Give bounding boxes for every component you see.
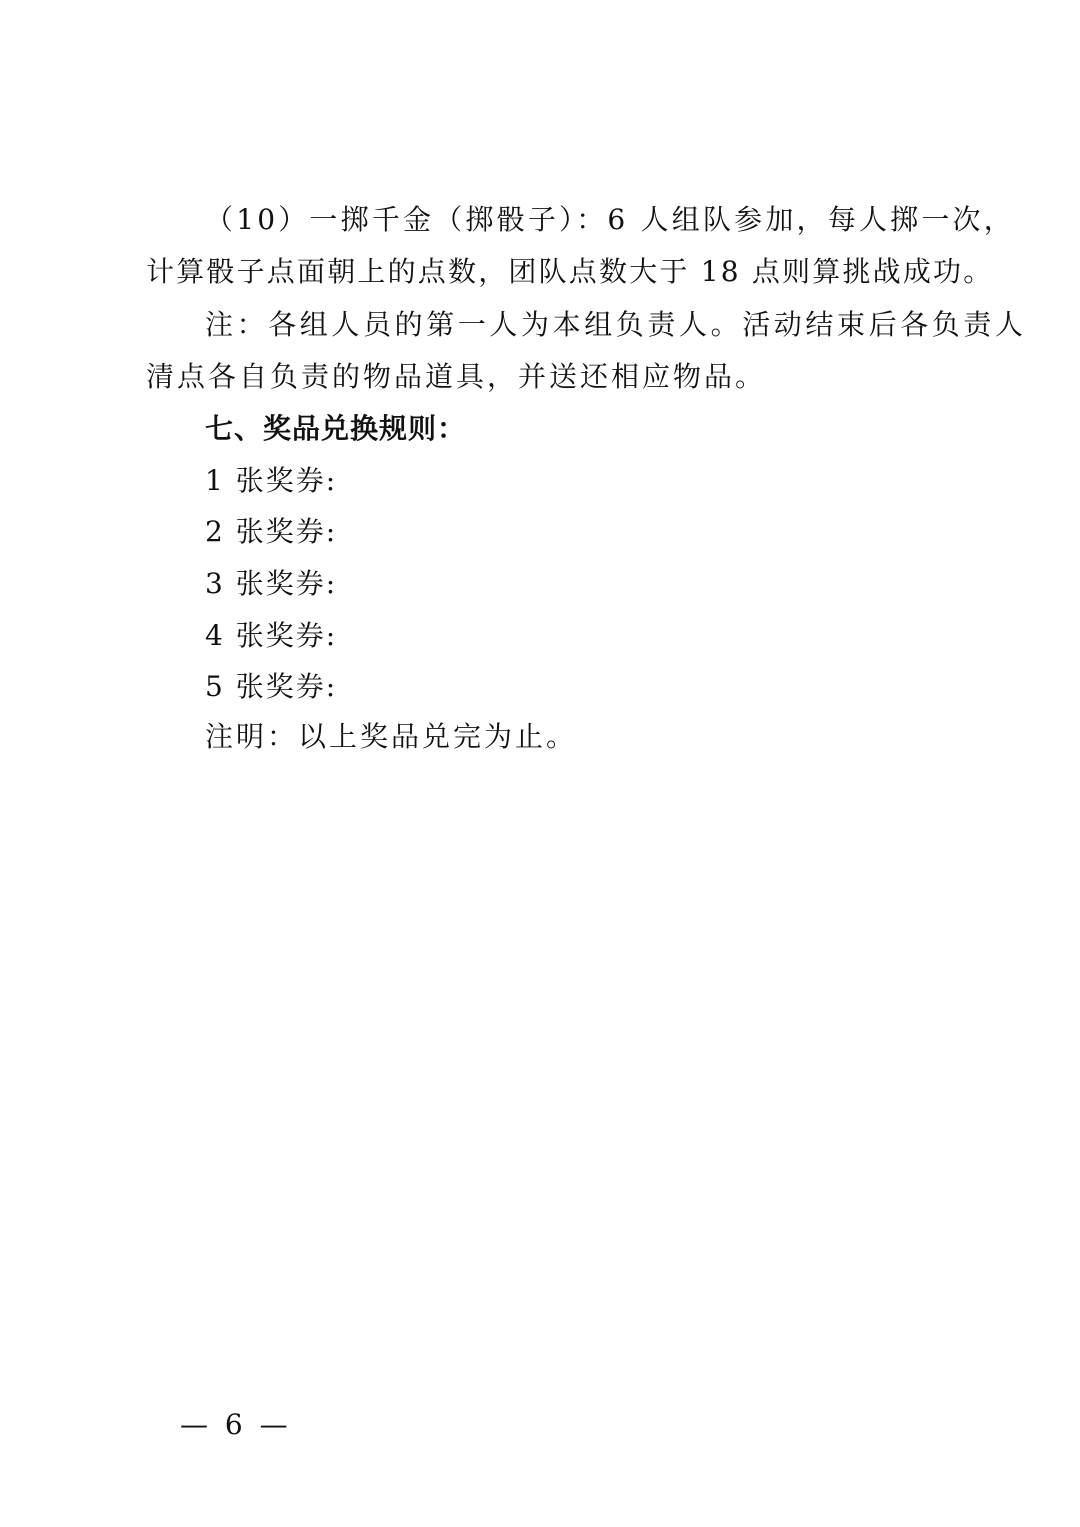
paragraph-10-line-1: （10）一掷千金（掷骰子）：6 人组队参加，每人掷一次， <box>205 203 1015 236</box>
paragraph-10-line-2: 计算骰子点面朝上的点数，团队点数大于 18 点则算挑战成功。 <box>146 255 994 288</box>
voucher-rule-5: 5 张奖券: <box>205 670 338 703</box>
remark: 注明：以上奖品兑完为止。 <box>205 720 578 753</box>
voucher-rule-3: 3 张奖券: <box>205 567 338 600</box>
section-7-heading: 七、奖品兑换规则： <box>205 412 467 445</box>
voucher-rule-1: 1 张奖券: <box>205 464 338 497</box>
note-line-1: 注：各组人员的第一人为本组负责人。活动结束后各负责人 <box>205 308 1027 341</box>
voucher-rule-2: 2 张奖券: <box>205 515 338 548</box>
page-number: — 6 — <box>180 1408 292 1441</box>
note-line-2: 清点各自负责的物品道具，并送还相应物品。 <box>146 360 767 393</box>
voucher-rule-4: 4 张奖券: <box>205 619 338 652</box>
